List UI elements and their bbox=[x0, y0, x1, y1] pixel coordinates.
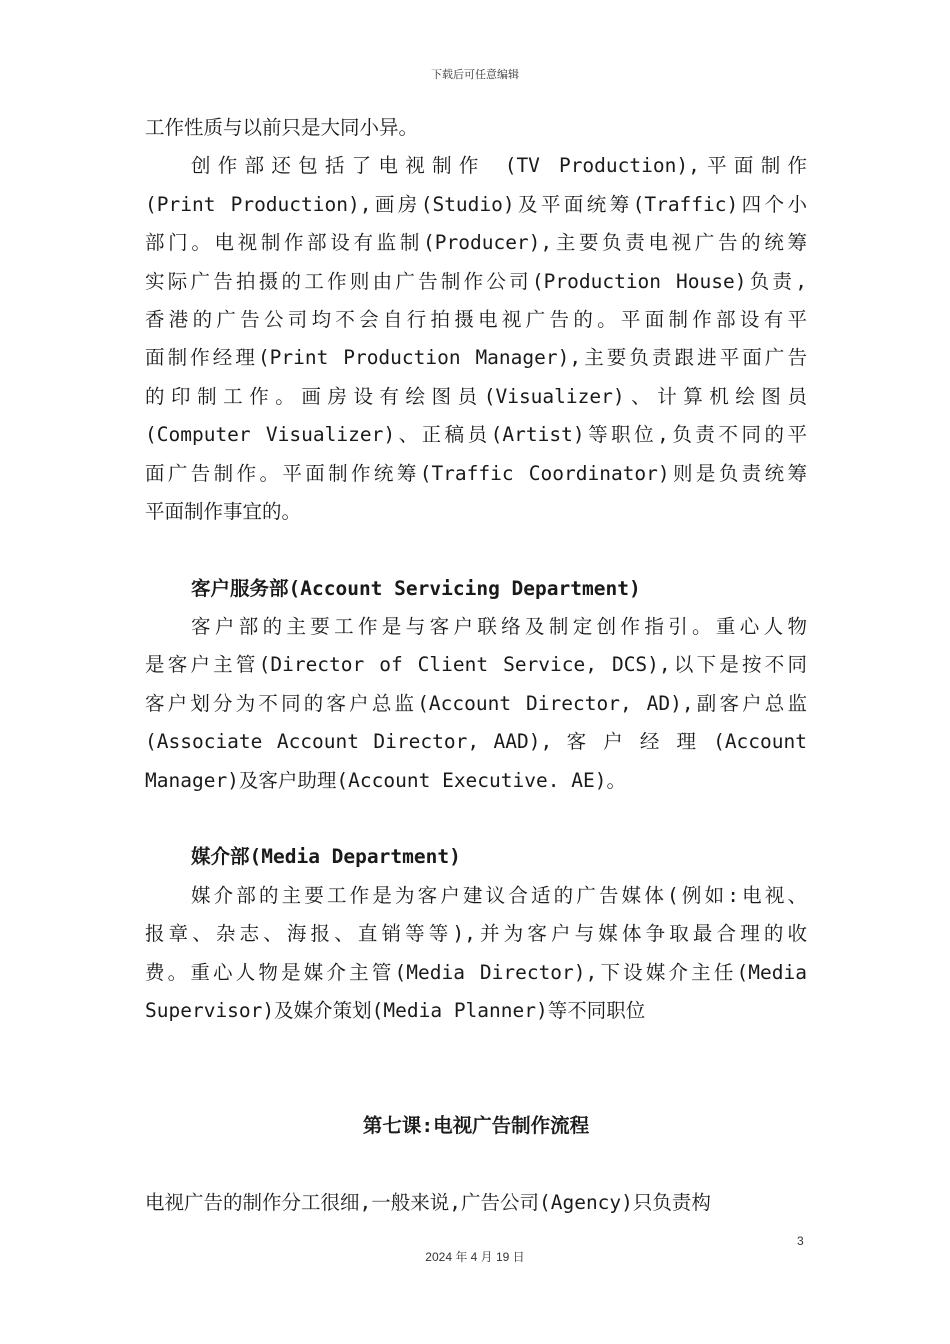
paragraph-line: Supervisor)及媒介策划(Media Planner)等不同职位 bbox=[145, 998, 646, 1022]
spacer bbox=[145, 531, 807, 569]
paragraph-line: 的印制工作。画房设有绘图员(Visualizer)、计算机绘图员 bbox=[145, 384, 807, 408]
page-number: 3 bbox=[797, 1234, 804, 1248]
lesson-heading: 第七课:电视广告制作流程 bbox=[362, 1114, 590, 1138]
page-footer-date: 2024 年 4 月 19 日 bbox=[425, 1250, 525, 1264]
spacer bbox=[145, 800, 807, 838]
paragraph-line: 实际广告拍摄的工作则由广告制作公司(Production House)负责, bbox=[145, 269, 807, 293]
paragraph-line: Manager)及客户助理(Account Executive. AE)。 bbox=[145, 768, 626, 792]
page-header: 下载后可任意编辑 bbox=[431, 68, 519, 81]
section-heading: 媒介部(Media Department) bbox=[191, 845, 461, 869]
paragraph-line: 客户部的主要工作是与客户联络及制定创作指引。重心人物 bbox=[191, 615, 807, 639]
paragraph-line: (Computer Visualizer)、正稿员(Artist)等职位,负责不同的平 bbox=[145, 423, 807, 447]
paragraph-line: 面广告制作。平面制作统筹(Traffic Coordinator)则是负责统筹 bbox=[145, 461, 807, 485]
section-heading: 客户服务部(Account Servicing Department) bbox=[191, 576, 641, 600]
paragraph-line: 报章、杂志、海报、直销等等),并为客户与媒体争取最合理的收 bbox=[145, 922, 807, 946]
spacer bbox=[145, 1146, 807, 1184]
paragraph-line: (Associate Account Director, AAD), 客 户 经 理 (Account bbox=[145, 730, 807, 754]
paragraph-line: 创作部还包括了电视制作 (TV Production),平面制作 bbox=[191, 154, 807, 178]
spacer bbox=[145, 1069, 807, 1107]
paragraph-line: 是客户主管(Director of Client Service, DCS),以下是按不同 bbox=[145, 653, 807, 677]
document-body bbox=[145, 109, 807, 1222]
paragraph-line: 媒介部的主要工作是为客户建议合适的广告媒体(例如:电视、 bbox=[191, 883, 807, 907]
paragraph-line: 部门。电视制作部设有监制(Producer),主要负责电视广告的统筹 bbox=[145, 231, 807, 255]
paragraph-line: 工作性质与以前只是大同小异。 bbox=[145, 116, 419, 139]
paragraph-line: 费。重心人物是媒介主管(Media Director),下设媒介主任(Media bbox=[145, 960, 807, 984]
paragraph-line: (Print Production),画房(Studio)及平面统筹(Traffic)四个小 bbox=[145, 192, 807, 216]
paragraph-line: 平面制作事宜的。 bbox=[145, 499, 302, 523]
paragraph-line: 香港的广告公司均不会自行拍摄电视广告的。平面制作部设有平 bbox=[145, 307, 807, 331]
paragraph-line: 面制作经理(Print Production Manager),主要负责跟进平面广告 bbox=[145, 346, 807, 370]
paragraph-line: 客户划分为不同的客户总监(Account Director, AD),副客户总监 bbox=[145, 691, 807, 715]
spacer bbox=[145, 1030, 807, 1068]
paragraph-line: 电视广告的制作分工很细,一般来说,广告公司(Agency)只负责构 bbox=[145, 1190, 711, 1214]
